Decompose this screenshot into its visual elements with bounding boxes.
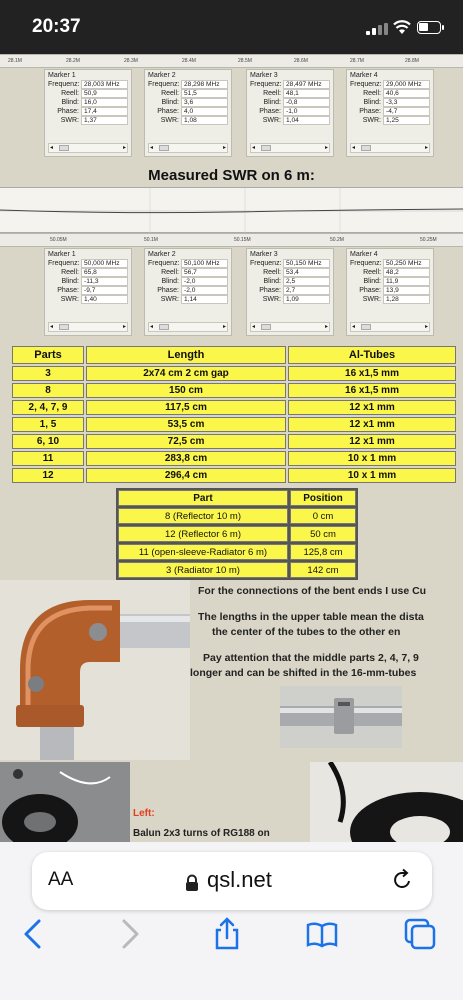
marker-label: Reell: [363, 90, 381, 97]
text-lengths-1: The lengths in the upper table mean the dista [198, 611, 424, 623]
marker-row-freq [148, 259, 228, 268]
marker-label: Phase: [259, 287, 281, 294]
scroll-left-icon[interactable]: ◂ [352, 324, 356, 330]
cell-length: 296,4 cm [86, 468, 286, 483]
marker-row-blind [48, 277, 128, 286]
cell-position: 0 cm [290, 508, 356, 524]
marker-row-phase [250, 286, 330, 295]
parts-table-header [12, 346, 456, 364]
scroll-thumb[interactable] [59, 145, 69, 151]
marker-label: Reell: [363, 269, 381, 276]
text-attention-2: longer and can be shifted in the 16-mm-tubes [190, 667, 417, 679]
cell-parts: 3 [12, 366, 84, 381]
marker-value-blind: 3,6 [181, 98, 228, 107]
marker-row-blind [350, 98, 430, 107]
scroll-left-icon[interactable]: ◂ [252, 145, 256, 151]
marker-label: Reell: [61, 90, 79, 97]
marker-label: SWR: [60, 117, 79, 124]
marker-value-phase: -9,7 [81, 286, 128, 295]
marker-title: Marker 2 [148, 72, 176, 79]
scroll-thumb[interactable] [59, 324, 69, 330]
scroll-thumb[interactable] [261, 145, 271, 151]
marker-value-blind: 2,5 [283, 277, 330, 286]
reader-settings-button[interactable]: AA [48, 869, 74, 890]
marker-value-reell: 40,6 [383, 89, 430, 98]
marker-row-phase [350, 286, 430, 295]
marker-value-swr: 1,40 [81, 295, 128, 304]
forward-icon[interactable] [112, 917, 146, 951]
status-time: 20:37 [32, 16, 81, 37]
scroll-right-icon[interactable]: ▸ [122, 145, 126, 151]
bookmarks-icon[interactable] [305, 917, 339, 951]
marker-panel [346, 248, 434, 336]
marker-value-freq: 28,298 MHz [181, 80, 228, 89]
marker-label: SWR: [262, 117, 281, 124]
marker-value-blind: 11,9 [383, 277, 430, 286]
cell-tube: 10 x 1 mm [288, 451, 456, 466]
marker-label: Phase: [57, 108, 79, 115]
marker-value-blind: 16,0 [81, 98, 128, 107]
share-icon[interactable] [210, 917, 244, 951]
marker-row-blind [250, 98, 330, 107]
marker-label: SWR: [160, 296, 179, 303]
scroll-right-icon[interactable]: ▸ [222, 324, 226, 330]
scale-tick: 50.15M [234, 237, 251, 243]
table-row [12, 400, 456, 415]
marker-label: Frequenz: [350, 260, 382, 267]
cell-length: 150 cm [86, 383, 286, 398]
cell-position: 142 cm [290, 562, 356, 578]
marker-scrollbar[interactable] [148, 143, 228, 153]
signal-icon [366, 23, 388, 35]
marker-label: SWR: [160, 117, 179, 124]
scroll-left-icon[interactable]: ◂ [50, 145, 54, 151]
scroll-right-icon[interactable]: ▸ [324, 324, 328, 330]
marker-value-reell: 51,5 [181, 89, 228, 98]
marker-panel [144, 248, 232, 336]
tabs-icon[interactable] [403, 917, 437, 951]
cell-length: 283,8 cm [86, 451, 286, 466]
marker-label: Reell: [263, 90, 281, 97]
balun-photo-left [0, 762, 130, 842]
cell-length: 53,5 cm [86, 417, 286, 432]
marker-value-phase: 2,7 [283, 286, 330, 295]
parts-table [10, 344, 458, 485]
marker-value-swr: 1,08 [181, 116, 228, 125]
table-row [118, 544, 356, 560]
cell-part: 11 (open-sleeve-Radiator 6 m) [118, 544, 288, 560]
marker-scrollbar[interactable] [48, 322, 128, 332]
scroll-right-icon[interactable]: ▸ [122, 324, 126, 330]
scroll-left-icon[interactable]: ◂ [150, 324, 154, 330]
marker-row-phase [148, 286, 228, 295]
marker-row-freq [148, 80, 228, 89]
wifi-icon [393, 19, 411, 35]
marker-value-blind: -3,3 [383, 98, 430, 107]
scale-tick: 28.5M [238, 58, 252, 64]
marker-value-swr: 1,28 [383, 295, 430, 304]
marker-row-blind [148, 98, 228, 107]
marker-title: Marker 3 [250, 251, 278, 258]
marker-value-freq: 28,497 MHz [283, 80, 330, 89]
marker-title: Marker 4 [350, 72, 378, 79]
scroll-left-icon[interactable]: ◂ [252, 324, 256, 330]
table-row [12, 434, 456, 449]
marker-row-freq [350, 80, 430, 89]
marker-title: Marker 2 [148, 251, 176, 258]
balun-photo-right [310, 762, 463, 842]
marker-label: SWR: [362, 296, 381, 303]
cell-tube: 12 x1 mm [288, 400, 456, 415]
marker-row-swr [250, 295, 330, 304]
cell-length: 117,5 cm [86, 400, 286, 415]
marker-label: Blind: [61, 99, 79, 106]
scale-tick: 50.25M [420, 237, 437, 243]
swr-graph-6m [0, 187, 463, 233]
scroll-thumb[interactable] [361, 324, 371, 330]
marker-label: Frequenz: [48, 260, 80, 267]
marker-panel [246, 248, 334, 336]
header-part: Part [118, 490, 288, 506]
header-position: Position [290, 490, 356, 506]
marker-label: Phase: [259, 108, 281, 115]
marker-value-swr: 1,14 [181, 295, 228, 304]
marker-value-reell: 53,4 [283, 268, 330, 277]
marker-row-phase [148, 107, 228, 116]
marker-row-swr [48, 116, 128, 125]
marker-scrollbar[interactable] [148, 322, 228, 332]
marker-value-swr: 1,09 [283, 295, 330, 304]
lock-icon [185, 874, 199, 892]
marker-row-reell [148, 89, 228, 98]
marker-value-swr: 1,25 [383, 116, 430, 125]
marker-label: Phase: [157, 108, 179, 115]
cell-tube: 12 x1 mm [288, 417, 456, 432]
text-attention-1: Pay attention that the middle parts 2, 4, 7, 9 [203, 652, 419, 664]
marker-row-swr [148, 116, 228, 125]
marker-label: Phase: [157, 287, 179, 294]
marker-scrollbar[interactable] [250, 322, 330, 332]
marker-title: Marker 4 [350, 251, 378, 258]
marker-title: Marker 1 [48, 251, 76, 258]
cell-parts: 1, 5 [12, 417, 84, 432]
scroll-right-icon[interactable]: ▸ [424, 324, 428, 330]
marker-row-freq [48, 80, 128, 89]
marker-value-blind: -2,0 [181, 277, 228, 286]
swr-graph-svg [0, 188, 463, 234]
table-row [12, 417, 456, 432]
marker-row-swr [148, 295, 228, 304]
scroll-left-icon[interactable]: ◂ [352, 145, 356, 151]
cell-parts: 8 [12, 383, 84, 398]
header-parts: Parts [12, 346, 84, 364]
marker-label: Blind: [363, 99, 381, 106]
cell-tube: 16 x1,5 mm [288, 366, 456, 381]
cell-tube: 10 x 1 mm [288, 468, 456, 483]
marker-label: Blind: [263, 278, 281, 285]
marker-label: SWR: [60, 296, 79, 303]
marker-row-swr [350, 116, 430, 125]
marker-value-swr: 1,37 [81, 116, 128, 125]
marker-panel [44, 69, 132, 157]
header-length: Length [86, 346, 286, 364]
marker-row-reell [350, 89, 430, 98]
table-row [118, 508, 356, 524]
table-row [12, 468, 456, 483]
text-left: Left: [133, 808, 155, 819]
marker-row-phase [48, 107, 128, 116]
header-al-tubes: Al-Tubes [288, 346, 456, 364]
marker-label: Reell: [161, 90, 179, 97]
browser-toolbar [0, 842, 463, 1000]
marker-panel [246, 69, 334, 157]
marker-value-swr: 1,04 [283, 116, 330, 125]
marker-panel [346, 69, 434, 157]
marker-row-swr [350, 295, 430, 304]
marker-value-phase: 13,9 [383, 286, 430, 295]
cell-position: 125,8 cm [290, 544, 356, 560]
scale-tick: 28.2M [66, 58, 80, 64]
table-row [12, 383, 456, 398]
cell-part: 3 (Radiator 10 m) [118, 562, 288, 578]
scroll-left-icon[interactable]: ◂ [50, 324, 54, 330]
marker-row-freq [48, 259, 128, 268]
scroll-right-icon[interactable]: ▸ [324, 145, 328, 151]
cell-tube: 12 x1 mm [288, 434, 456, 449]
marker-label: Reell: [263, 269, 281, 276]
marker-label: Reell: [161, 269, 179, 276]
marker-row-swr [250, 116, 330, 125]
scroll-thumb[interactable] [261, 324, 271, 330]
scroll-right-icon[interactable]: ▸ [424, 145, 428, 151]
marker-label: Frequenz: [350, 81, 382, 88]
marker-row-reell [48, 89, 128, 98]
heading-6m: Measured SWR on 6 m: [148, 167, 315, 184]
marker-row-blind [250, 277, 330, 286]
marker-value-blind: -0,8 [283, 98, 330, 107]
scale-tick: 28.7M [350, 58, 364, 64]
back-icon[interactable] [17, 917, 51, 951]
marker-title: Marker 1 [48, 72, 76, 79]
scale-tick: 28.8M [405, 58, 419, 64]
marker-value-freq: 50,250 MHz [383, 259, 430, 268]
table-row [118, 562, 356, 578]
marker-row-phase [48, 286, 128, 295]
address-bar[interactable] [32, 852, 432, 910]
marker-label: Blind: [161, 99, 179, 106]
marker-row-reell [250, 89, 330, 98]
scale-tick: 50.1M [144, 237, 158, 243]
scroll-thumb[interactable] [159, 145, 169, 151]
marker-value-reell: 56,7 [181, 268, 228, 277]
cell-part: 12 (Reflector 6 m) [118, 526, 288, 542]
url-text[interactable]: qsl.net [207, 867, 272, 892]
marker-label: SWR: [362, 117, 381, 124]
marker-value-phase: -2,0 [181, 286, 228, 295]
table-row [12, 366, 456, 381]
marker-value-reell: 50,9 [81, 89, 128, 98]
cell-parts: 11 [12, 451, 84, 466]
scale-tick: 28.1M [8, 58, 22, 64]
marker-row-freq [250, 259, 330, 268]
marker-label: Frequenz: [250, 260, 282, 267]
cell-position: 50 cm [290, 526, 356, 542]
marker-value-phase: -1,0 [283, 107, 330, 116]
marker-row-reell [148, 268, 228, 277]
reload-icon[interactable] [390, 868, 414, 892]
marker-panel [144, 69, 232, 157]
marker-label: Blind: [263, 99, 281, 106]
frequency-scale-10m [0, 54, 463, 68]
marker-value-freq: 29,000 MHz [383, 80, 430, 89]
marker-label: Phase: [359, 287, 381, 294]
marker-value-freq: 50,100 MHz [181, 259, 228, 268]
battery-icon [417, 21, 441, 34]
marker-value-phase: -4,7 [383, 107, 430, 116]
cell-tube: 16 x1,5 mm [288, 383, 456, 398]
marker-label: Frequenz: [250, 81, 282, 88]
scroll-left-icon[interactable]: ◂ [150, 145, 154, 151]
marker-value-reell: 48,2 [383, 268, 430, 277]
marker-row-swr [48, 295, 128, 304]
marker-label: Frequenz: [148, 81, 180, 88]
text-lengths-2: the center of the tubes to the other en [212, 626, 401, 638]
marker-scrollbar[interactable] [48, 143, 128, 153]
marker-row-freq [250, 80, 330, 89]
marker-scrollbar[interactable] [350, 143, 430, 153]
tube-clamp-photo [280, 686, 402, 748]
marker-row-freq [350, 259, 430, 268]
text-connections: For the connections of the bent ends I use Cu [198, 585, 427, 597]
cell-part: 8 (Reflector 10 m) [118, 508, 288, 524]
marker-value-freq: 50,150 MHz [283, 259, 330, 268]
scroll-right-icon[interactable]: ▸ [222, 145, 226, 151]
frequency-scale-6m [0, 233, 463, 247]
marker-row-phase [350, 107, 430, 116]
scroll-thumb[interactable] [159, 324, 169, 330]
status-bar [0, 0, 463, 54]
copper-elbow-photo [0, 580, 190, 760]
marker-label: Phase: [359, 108, 381, 115]
cell-parts: 2, 4, 7, 9 [12, 400, 84, 415]
cell-length: 2x74 cm 2 cm gap [86, 366, 286, 381]
marker-value-reell: 48,1 [283, 89, 330, 98]
marker-row-phase [250, 107, 330, 116]
marker-label: Reell: [61, 269, 79, 276]
marker-title: Marker 3 [250, 72, 278, 79]
scale-tick: 50.2M [330, 237, 344, 243]
position-table-header [118, 490, 356, 506]
scale-tick: 28.6M [294, 58, 308, 64]
marker-row-blind [48, 98, 128, 107]
marker-row-reell [350, 268, 430, 277]
marker-label: Frequenz: [48, 81, 80, 88]
marker-value-freq: 50,000 MHz [81, 259, 128, 268]
marker-label: SWR: [262, 296, 281, 303]
marker-value-freq: 28,003 MHz [81, 80, 128, 89]
marker-label: Blind: [363, 278, 381, 285]
cell-parts: 6, 10 [12, 434, 84, 449]
text-balun: Balun 2x3 turns of RG188 on [133, 828, 270, 839]
marker-panel [44, 248, 132, 336]
marker-row-blind [350, 277, 430, 286]
marker-value-phase: 4,0 [181, 107, 228, 116]
table-row [118, 526, 356, 542]
marker-row-reell [250, 268, 330, 277]
marker-label: Frequenz: [148, 260, 180, 267]
scale-tick: 28.4M [182, 58, 196, 64]
table-row [12, 451, 456, 466]
marker-scrollbar[interactable] [350, 322, 430, 332]
marker-value-blind: -11,3 [81, 277, 128, 286]
marker-label: Blind: [161, 278, 179, 285]
scale-tick: 28.3M [124, 58, 138, 64]
marker-label: Phase: [57, 287, 79, 294]
marker-value-reell: 65,8 [81, 268, 128, 277]
scale-tick: 50.05M [50, 237, 67, 243]
position-table [116, 488, 358, 580]
cell-length: 72,5 cm [86, 434, 286, 449]
marker-row-reell [48, 268, 128, 277]
marker-scrollbar[interactable] [250, 143, 330, 153]
cell-parts: 12 [12, 468, 84, 483]
marker-row-blind [148, 277, 228, 286]
marker-value-phase: 17,4 [81, 107, 128, 116]
marker-label: Blind: [61, 278, 79, 285]
scroll-thumb[interactable] [361, 145, 371, 151]
